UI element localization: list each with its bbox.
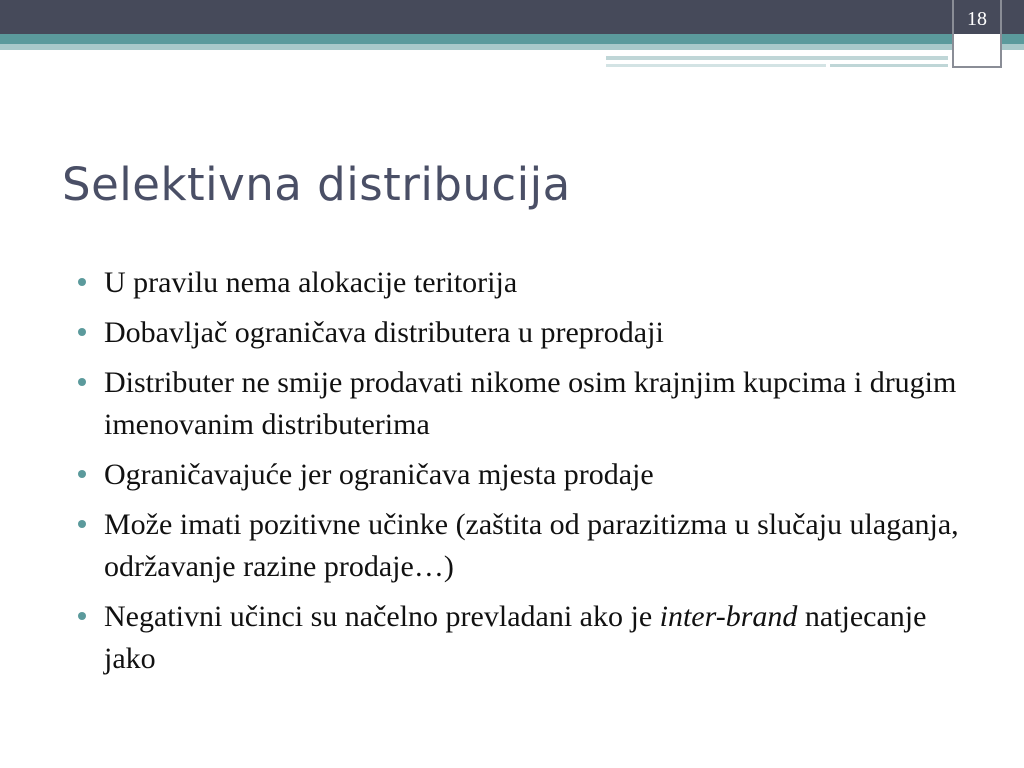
header-accent-line bbox=[606, 64, 826, 67]
slide-number: 18 bbox=[967, 8, 987, 30]
slide-title: Selektivna distribucija bbox=[62, 158, 571, 211]
slide-number-frame bbox=[952, 0, 1002, 68]
bullet-dot-icon bbox=[78, 278, 86, 286]
bullet-text: U pravilu nema alokacije teritorija bbox=[104, 266, 518, 299]
bullet-dot-icon bbox=[78, 470, 86, 478]
header-bar bbox=[0, 0, 1024, 34]
bullet-list bbox=[78, 262, 978, 688]
bullet-text: Ograničavajuće jer ograničava mjesta prodaje bbox=[104, 458, 654, 491]
header-accent-line bbox=[606, 56, 948, 60]
bullet-text-prefix: Negativni učinci su načelno prevladani ako je bbox=[104, 600, 660, 633]
bullet-text-suffix: natjecanje jako bbox=[104, 600, 927, 675]
bullet-dot-icon bbox=[78, 520, 86, 528]
header-accent-line bbox=[830, 64, 948, 67]
bullet-item bbox=[78, 312, 978, 354]
bullet-dot-icon bbox=[78, 328, 86, 336]
bullet-text: Distributer ne smije prodavati nikome osim krajnjim kupcima i drugim imenovanim distributerima bbox=[104, 366, 957, 441]
bullet-dot-icon bbox=[78, 378, 86, 386]
bullet-text: Može imati pozitivne učinke (zaštita od parazitizma u slučaju ulaganja, održavanje razine prodaje…) bbox=[104, 508, 959, 583]
bullet-item bbox=[78, 262, 978, 304]
bullet-text-italic: inter-brand bbox=[659, 600, 798, 633]
bullet-item bbox=[78, 596, 978, 680]
bullet-item bbox=[78, 504, 978, 588]
bullet-item bbox=[78, 362, 978, 446]
header-light-band bbox=[0, 44, 1024, 50]
bullet-item bbox=[78, 454, 978, 496]
bullet-text: Dobavljač ograničava distributera u preprodaji bbox=[104, 316, 664, 349]
bullet-dot-icon bbox=[78, 612, 86, 620]
header-teal-band bbox=[0, 34, 1024, 44]
